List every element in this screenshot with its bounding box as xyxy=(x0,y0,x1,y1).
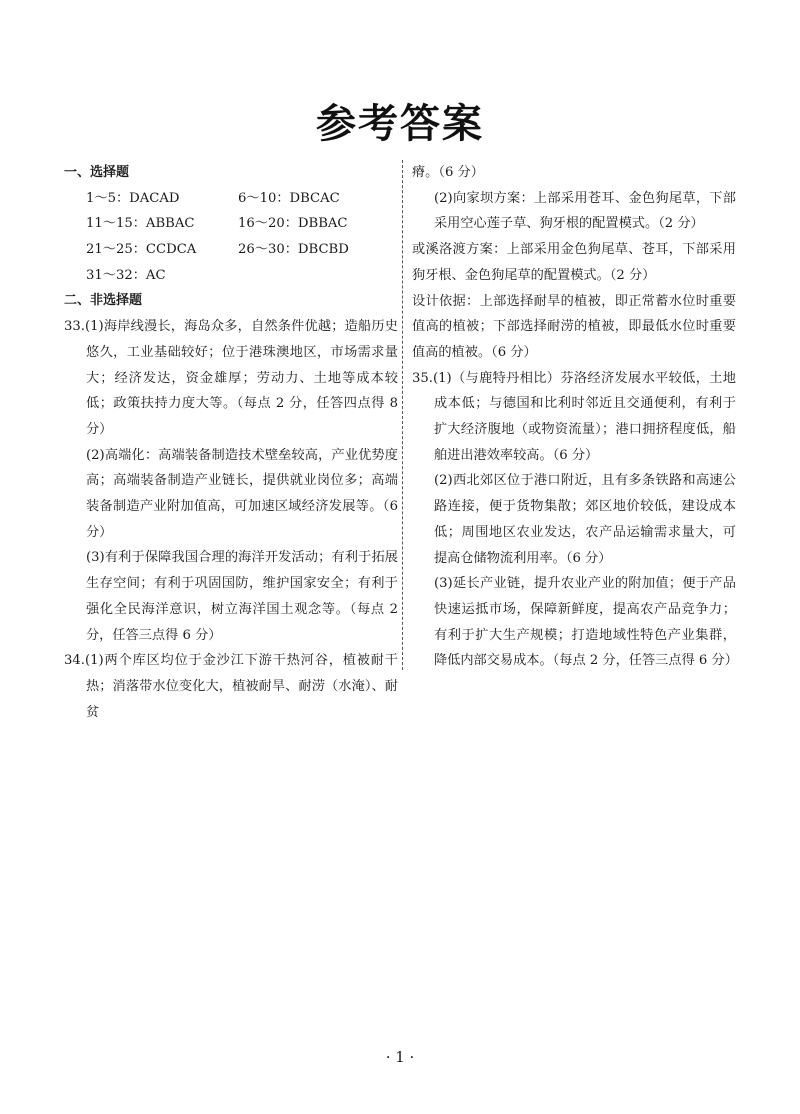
q34-part2-option-a: (2)向家坝方案：上部采用苍耳、金色狗尾草，下部采用空心莲子草、狗牙根的配置模式。（2 分） xyxy=(434,190,736,232)
q33-part2: (2)高端化：高端装备制造技术壁垒较高，产业优势度高；高端装备制造产业链长，提供就业岗位多；高端装备制造产业附加值高，可加速区域经济发展等。（6 分） xyxy=(86,447,398,540)
section-nonchoice-title: 二、非选择题 xyxy=(64,293,143,309)
answer-group: 16～20：DBBAC xyxy=(238,216,348,232)
q35-part3: (3)延长产业链，提升农业产业的附加值；便于产品快速运抵市场，保障新鲜度，提高农产品竞争力；有利于扩大生产规模；打造地域性特色产业集群，降低内部交易成本。（每点 2 分，任答三点得 6 分） xyxy=(434,576,738,669)
answer-group: 6～10：DBCAC xyxy=(238,190,340,206)
q34-part2-option-b: 或溪洛渡方案：上部采用金色狗尾草、苍耳，下部采用狗牙根、金色狗尾草的配置模式。（2 分） xyxy=(412,242,736,283)
left-column xyxy=(64,160,398,725)
section-choice-title: 一、选择题 xyxy=(64,165,130,180)
column-divider xyxy=(402,160,403,670)
q33-part1: 33.(1)海岸线漫长，海岛众多，自然条件优越；造船历史悠久，工业基础较好；位于港珠澳地区，市场需求量大；经济发达，资金雄厚；劳动力、土地等成本较低；政策扶持力度大等。（每点 2 分，任答四点得 8 分） xyxy=(64,319,398,437)
q34-part2-basis: 设计依据：上部选择耐旱的植被，即正常蓄水位时重要值高的植被；下部选择耐涝的植被，即最低水位时重要值高的植被。（6 分） xyxy=(412,293,736,360)
right-column xyxy=(412,160,736,674)
answer-group: 1～5：DACAD xyxy=(86,190,180,206)
answer-group: 26～30：DBCBD xyxy=(238,242,349,258)
answer-row xyxy=(64,211,398,237)
answer-group: 11～15：ABBAC xyxy=(86,216,195,232)
q33-part3: (3)有利于保障我国合理的海洋开发活动；有利于拓展生存空间；有利于巩固国防，维护国家安全；有利于强化全民海洋意识，树立海洋国土观念等。（每点 2 分，任答三点得 6 分） xyxy=(86,550,398,643)
page-number: · 1 · xyxy=(385,1048,415,1066)
answer-row xyxy=(64,186,398,212)
answer-row xyxy=(64,237,398,263)
q34-part1: 34.(1)两个库区均位于金沙江下游干热河谷，植被耐干热；消落带水位变化大，植被耐旱、耐涝（水淹）、耐贫 xyxy=(64,653,398,720)
page-title: 参考答案 xyxy=(316,101,484,147)
answer-group: 31～32：AC xyxy=(86,267,166,283)
q35-part2: (2)西北郊区位于港口附近，且有多条铁路和高速公路连接，便于货物集散；郊区地价较低，建设成本低；周围地区农业发达，农产品运输需求量大，可提高仓储物流利用率。（6 分） xyxy=(434,473,736,566)
q34-part1-continued: 瘠。（6 分） xyxy=(412,165,484,180)
answer-group: 21～25：CCDCA xyxy=(86,242,197,258)
answer-row xyxy=(64,263,398,289)
q35-part1: 35.(1)（与鹿特丹相比）芬洛经济发展水平较低，土地成本低；与德国和比利时邻近且交通便利，有利于扩大经济腹地（或物资流量）；港口拥挤程度低，船舶进出港效率较高。（6 分） xyxy=(412,370,736,463)
